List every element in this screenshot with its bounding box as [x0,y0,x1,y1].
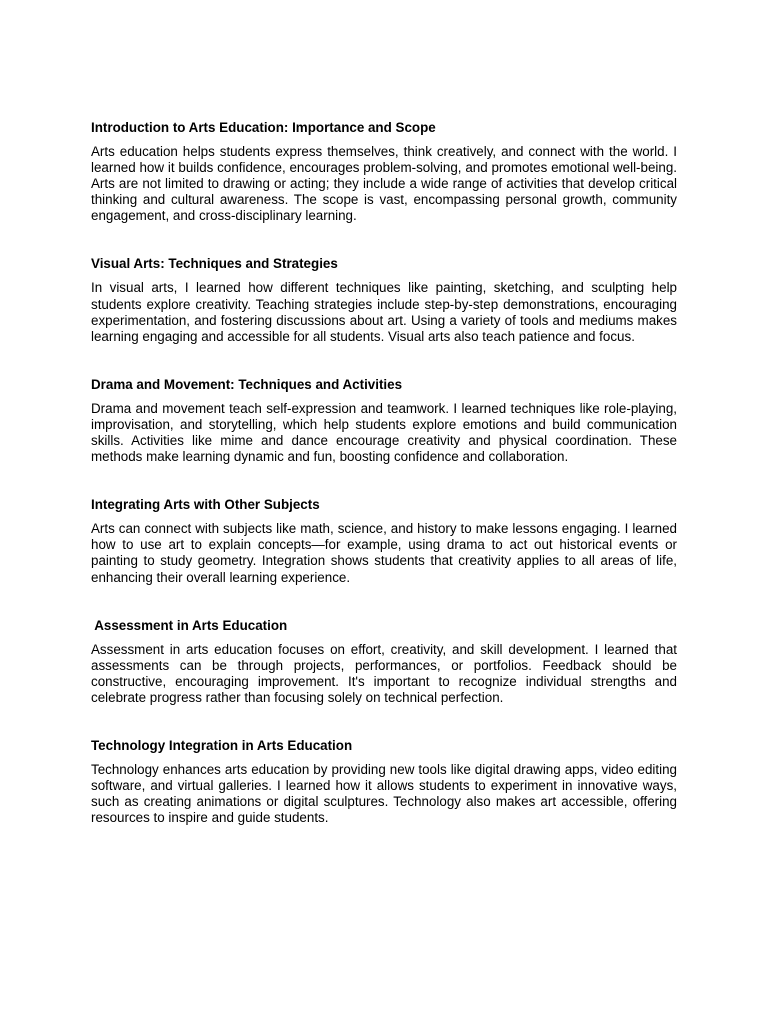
section-body: Arts education helps students express themselves, think creatively, and connect with the world. I learned how it builds confidence, encourages problem-solving, and promotes emotional well-being. Arts are not limited to drawing or acting; they include a wide range of activities that develop critical thinking and cultural awareness. The scope is vast, encompassing personal growth, community engagement, and cross-disciplinary learning. [91,144,677,224]
document-page [91,120,677,858]
section-body: Drama and movement teach self-expression and teamwork. I learned techniques like role-playing, improvisation, and storytelling, which help students explore emotions and build communication skills. Activities like mime and dance encourage creativity and physical coordination. These methods make learning dynamic and fun, boosting confidence and collaboration. [91,400,677,465]
section-heading: Drama and Movement: Techniques and Activities [91,376,403,392]
section-body: In visual arts, I learned how different techniques like painting, sketching, and sculpting help students explore creativity. Teaching strategies include step-by-step demonstrations, encouraging experimentation, and fostering discussions about art. Using a variety of tools and mediums makes learning engaging and accessible for all students. Visual arts also teach patience and focus. [91,280,677,344]
section-visual-arts [91,256,677,344]
section-heading: Technology Integration in Arts Education [91,737,353,753]
section-heading: Visual Arts: Techniques and Strategies [91,256,338,272]
section-body: Technology enhances arts education by providing new tools like digital drawing apps, video editing software, and virtual galleries. I learned how it allows students to experiment in innovative ways, such as creating animations or digital sculptures. Technology also makes art accessible, offering resources to inspire and guide students. [91,761,677,826]
section-heading: Integrating Arts with Other Subjects [91,497,320,513]
section-technology [91,738,677,826]
section-assessment [91,618,677,706]
section-drama-movement [91,377,677,465]
section-heading: Introduction to Arts Education: Importance and Scope [91,120,436,135]
section-heading: Assessment in Arts Education [91,617,288,633]
section-body: Arts can connect with subjects like math, science, and history to make lessons engaging. I learned how to use art to explain concepts—for example, using drama to act out historical events or painting to study geometry. Integration shows students that creativity applies to all areas of life, enhancing their overall learning experience. [91,521,677,585]
section-integrating-arts [91,497,677,585]
section-body: Assessment in arts education focuses on effort, creativity, and skill development. I learned that assessments can be through projects, performances, or portfolios. Feedback should be constructive, encouraging improvement. It's important to recognize individual strengths and celebrate progress rather than focusing solely on technical perfection. [91,641,677,705]
section-introduction [91,120,677,224]
